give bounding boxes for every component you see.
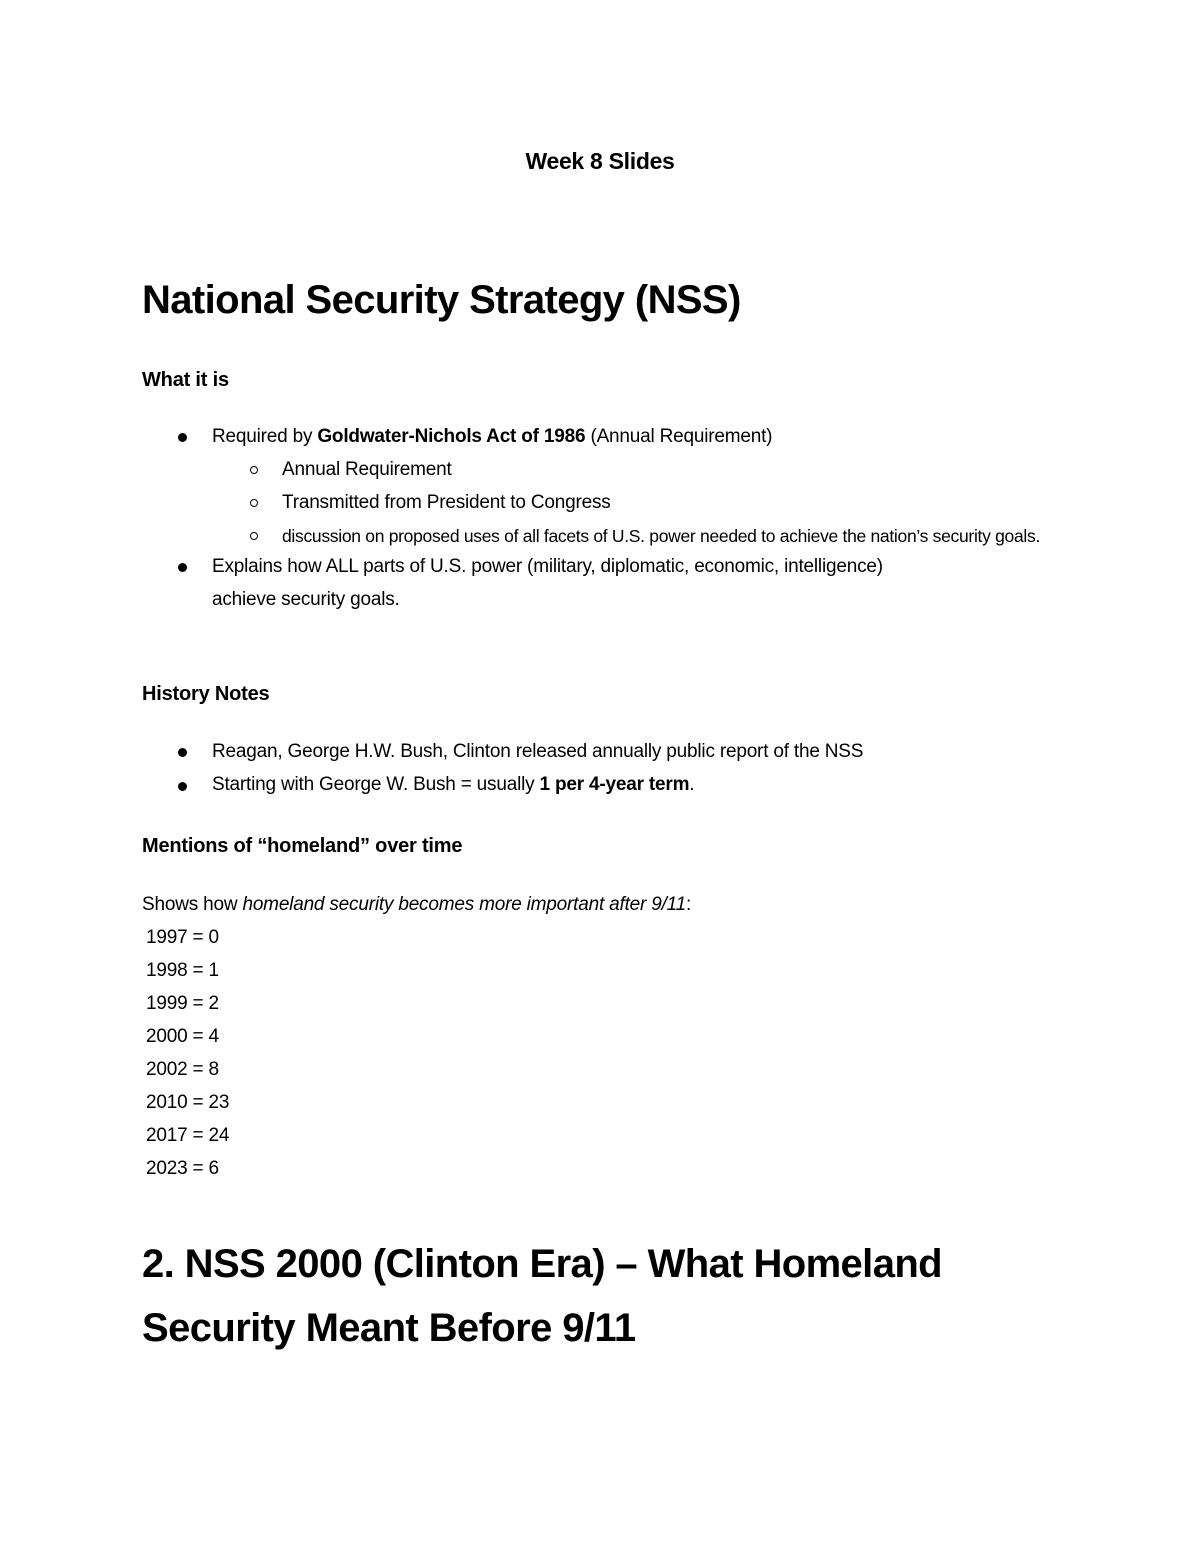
list-item: [212, 771, 694, 799]
list-item-line1: Explains how ALL parts of U.S. power (military, diplomatic, economic, intelligence): [212, 556, 883, 577]
list-item: Reagan, George H.W. Bush, Clinton released annually public report of the NSS: [212, 741, 864, 762]
list-item-text: .: [689, 774, 695, 795]
mention-count: 2023 = 6: [146, 1158, 219, 1179]
intro-text: :: [686, 894, 692, 915]
list-item-text: Starting with George W. Bush = usually: [212, 774, 540, 795]
list-item: [212, 423, 772, 451]
bullet-disc-icon: [178, 782, 187, 791]
mention-count: 1997 = 0: [146, 927, 219, 948]
bullet-circle-icon: [250, 499, 258, 507]
term-frequency: 1 per 4-year term: [539, 774, 690, 795]
subheading-what-it-is: What it is: [142, 369, 229, 391]
list-item-text: Required by: [212, 426, 318, 447]
subheading-history-notes: History Notes: [142, 683, 270, 705]
intro-emphasis: homeland security becomes more important after 9/11: [242, 894, 687, 915]
bullet-disc-icon: [178, 748, 187, 757]
bullet-disc-icon: [178, 433, 187, 442]
sub-list-item: Transmitted from President to Congress: [282, 492, 611, 513]
bullet-circle-icon: [250, 532, 258, 540]
mention-count: 1998 = 1: [146, 960, 219, 981]
act-name: Goldwater-Nichols Act of 1986: [317, 426, 586, 447]
section-heading-nss-2000: 2. NSS 2000 (Clinton Era) – What Homeland: [142, 1242, 943, 1286]
section-heading-nss-2000-line2: Security Meant Before 9/11: [142, 1306, 636, 1350]
document-title: Week 8 Slides: [525, 148, 675, 174]
intro-text: Shows how: [142, 894, 243, 915]
mention-count: 2002 = 8: [146, 1059, 219, 1080]
mentions-intro: [142, 891, 691, 919]
mention-count: 2017 = 24: [146, 1125, 230, 1146]
subheading-mentions: Mentions of “homeland” over time: [142, 835, 463, 857]
mention-count: 2010 = 23: [146, 1092, 230, 1113]
bullet-disc-icon: [178, 563, 187, 572]
bullet-circle-icon: [250, 466, 258, 474]
section-heading-nss: National Security Strategy (NSS): [142, 278, 741, 322]
sub-list-item: discussion on proposed uses of all facets of U.S. power needed to achieve the nation’s security goals.: [282, 526, 1041, 546]
mention-count: 1999 = 2: [146, 993, 219, 1014]
mention-count: 2000 = 4: [146, 1026, 219, 1047]
list-item-line2: achieve security goals.: [212, 589, 400, 610]
list-item-text: (Annual Requirement): [585, 426, 773, 447]
sub-list-item: Annual Requirement: [282, 459, 452, 480]
